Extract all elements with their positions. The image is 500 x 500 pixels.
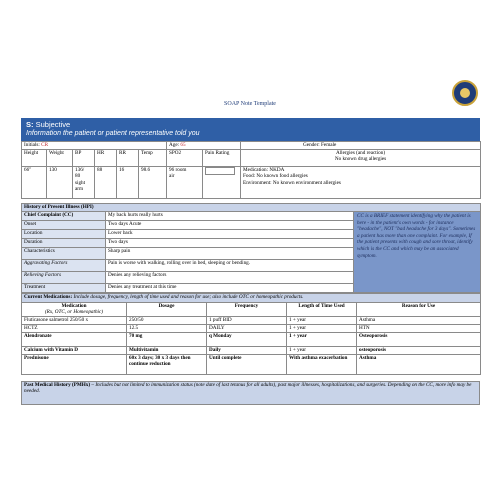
hpi-title: History of Present Illness (HPI) [22,204,481,212]
med-frequency[interactable]: q Monday [207,332,287,346]
medications-table [21,293,481,375]
gender-value[interactable]: Female [321,142,337,148]
header-rr: RR [117,150,139,167]
hpi-value-characteristics[interactable]: Sharp pain [106,248,354,260]
age-value[interactable]: 65 [180,142,186,148]
gender-cell: Gender: Female [241,142,481,150]
med-name[interactable]: HCTZ [22,324,127,332]
header-hr: HR [95,150,117,167]
table-row [22,346,481,354]
med-dosage[interactable]: Multivitamin [127,346,207,354]
med-col-reason: Reason for Use [357,303,481,317]
med-frequency[interactable]: 1 puff BID [207,316,287,324]
weight-value[interactable]: 130 [47,167,73,199]
pmh-table [21,381,480,405]
hpi-value-onset[interactable]: Two days Acute [106,221,354,230]
page-title: SOAP Note Template [224,101,276,107]
hpi-value-location[interactable]: Lower back [106,230,354,239]
hpi-value-relieving[interactable]: Denies any relieving factors [106,272,354,284]
table-row [22,332,481,346]
med-dosage[interactable]: 12.5 [127,324,207,332]
header-pain: Pain Rating [203,150,241,167]
table-row [22,324,481,332]
med-length[interactable]: 1 + year [287,324,357,332]
pain-input-box[interactable] [205,167,235,175]
hpi-value-aggravating[interactable]: Pain is worse with walking, rolling over in bed, sleeping or bending. [106,260,354,272]
hpi-value-treatment[interactable]: Denies any treatment at this time [106,284,354,293]
allergies-value[interactable]: Medication: NKDA Food: No known food allergies Environment: No known environment allergies [241,167,481,199]
med-length[interactable]: 1 + year [287,316,357,324]
med-col-frequency: Frequency [207,303,287,317]
hpi-table [21,203,481,293]
med-col-medication: Medication (Rx, OTC, or Homeopathic) [22,303,127,317]
demographics-table [21,141,481,199]
med-name[interactable]: Fluticasone salmetrol 250/50 x [22,316,127,324]
spo2-value[interactable]: 96 room air [167,167,203,199]
med-col-dosage: Dosage [127,303,207,317]
med-reason[interactable]: osteoporosis [357,346,481,354]
table-row [22,316,481,324]
table-row [22,354,481,374]
med-name[interactable]: Prednisone [22,354,127,374]
section-name: Subjective [35,120,71,129]
med-name[interactable]: Calcium with Vitamin D [22,346,127,354]
med-reason[interactable]: Osteoporosis [357,332,481,346]
hpi-label-characteristics: Characteristics [22,248,106,260]
section-letter: S: [26,120,34,129]
rr-value[interactable]: 16 [117,167,139,199]
hpi-label-location: Location [22,230,106,239]
section-subtitle: Information the patient or patient representative told you [26,130,200,137]
med-name[interactable]: Alendronate [22,332,127,346]
med-dosage[interactable]: 60x 3 days; 30 x 3 days then continue reduction [127,354,207,374]
med-length[interactable]: 1 + year [287,332,357,346]
hpi-label-treatment: Treatment [22,284,106,293]
pain-value[interactable] [203,167,241,199]
soap-form [21,141,480,405]
med-frequency[interactable]: Daily [207,346,287,354]
hpi-value-duration[interactable]: Two days [106,239,354,248]
med-dosage[interactable]: 250/50 [127,316,207,324]
med-reason[interactable]: Asthma [357,354,481,374]
hpi-label-duration: Duration [22,239,106,248]
hpi-value-cc[interactable]: My back hurts really hurts [106,212,354,221]
med-col-length: Length of Time Used [287,303,357,317]
med-frequency[interactable]: Until complete [207,354,287,374]
med-frequency[interactable]: DAILY [207,324,287,332]
age-cell: Age: 65 [167,142,241,150]
hpi-label-cc: Chief Complaint (CC) [22,212,106,221]
med-length[interactable]: 1 + year [287,346,357,354]
subjective-banner [21,118,480,141]
med-reason[interactable]: Asthma [357,316,481,324]
med-reason[interactable]: HTN [357,324,481,332]
header-weight: Weight [47,150,73,167]
header-height: Height [22,150,47,167]
header-temp: Temp [139,150,167,167]
hr-value[interactable]: 88 [95,167,117,199]
initials-value[interactable]: CR [41,142,49,148]
med-length[interactable]: With asthma exacerbation [287,354,357,374]
header-spo2: SPO2 [167,150,203,167]
hpi-label-relieving: Relieving Factors [22,272,106,284]
bp-value[interactable]: 136/ 80 sight arm [73,167,95,199]
hpi-label-onset: Onset [22,221,106,230]
header-bp: BP [73,150,95,167]
hpi-label-aggravating: Aggravating Factors [22,260,106,272]
allergies-header: Allergies (and reaction) No known drug allergies [241,150,481,167]
temp-value[interactable]: 98.6 [139,167,167,199]
height-value[interactable]: 66" [22,167,47,199]
initials-cell: Initials: CR [22,142,167,150]
cc-guidance-note: CC is a BRIEF statement identifying why the patient is here - in the patient's own words - for instance "headache", NOT "bad headache for 3 days". Sometimes a patient has more than one complaint. For example, If the patient presents with cough and sore throat, identify which is the CC and which may be an associated symptom. [354,212,481,293]
pmh-header: Past Medical History (PMHx) – Includes but not limited to immunization status (note date of last tetanus for all adults), past major illnesses, hospitalizations, and surgeries. Depending on the CC, more info may be needed. [22,381,480,404]
medications-header: Current Medications: Include dosage, frequency, length of time used and reason for use; also include OTC or homeopathic products. [22,294,481,303]
med-dosage[interactable]: 70 mg [127,332,207,346]
